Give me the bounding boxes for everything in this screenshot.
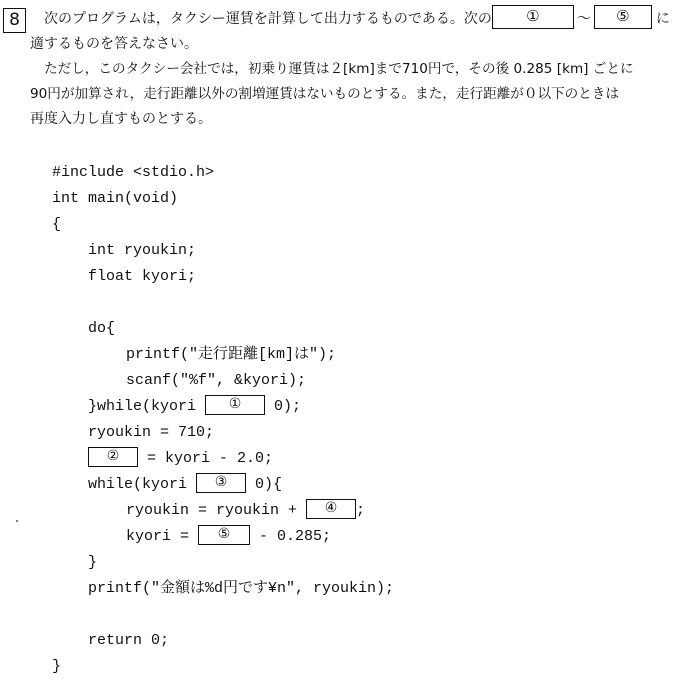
code-assign-rest: = kyori - 2.0; — [138, 450, 274, 467]
code-answer-box-1: ① — [205, 395, 265, 415]
stray-dot — [16, 520, 18, 522]
question-text — [0, 0, 673, 130]
code-ryoukin-add — [126, 498, 365, 524]
code-include: #include <stdio.h> — [52, 164, 215, 181]
code-answer-box-5: ⑤ — [198, 525, 250, 545]
code-while-loop-a: while(kyori — [88, 476, 197, 493]
code-kyori-sub — [126, 524, 331, 550]
question-line-1 — [44, 6, 670, 32]
question-number: 8 — [3, 8, 26, 33]
range-tilde: ～ — [576, 11, 591, 27]
code-while-loop-b: 0){ — [246, 476, 283, 493]
code-float-decl: float kyori; — [88, 268, 197, 285]
code-kyori-sub-a: kyori = — [126, 528, 199, 545]
question-line-5: 再度入力し直すものとする。 — [30, 111, 212, 127]
code-printf-prompt: printf("走行距離[km]は"); — [126, 346, 337, 363]
answer-box-5: ⑤ — [594, 5, 652, 29]
code-answer-box-3: ③ — [196, 473, 246, 493]
code-int-decl: int ryoukin; — [88, 242, 197, 259]
code-kyori-sub-b: - 0.285; — [250, 528, 332, 545]
code-do: do{ — [88, 320, 116, 337]
question-line-3: ただし，このタクシー会社では，初乗り運賃は２[km]まで710円で，その後 0.285 [km] ごとに — [44, 61, 634, 77]
question-line-1-text: 次のプログラムは，タクシー運賃を計算して出力するものである。次の — [44, 11, 492, 27]
code-ryoukin-add-b: ; — [356, 502, 366, 519]
question-line-2: 適するものを答えなさい。 — [30, 36, 198, 52]
answer-box-1: ① — [492, 5, 574, 29]
code-main: int main(void) — [52, 190, 179, 207]
code-ryoukin-init: ryoukin = 710; — [88, 424, 215, 441]
code-close-brace: } — [52, 658, 62, 675]
code-return: return 0; — [88, 632, 170, 649]
code-while-cond-b: 0); — [265, 398, 302, 415]
code-printf-result: printf("金額は%d円です¥n", ryoukin); — [88, 580, 395, 597]
code-answer-box-2: ② — [88, 447, 138, 467]
code-block — [0, 160, 673, 680]
code-while-cond-a: }while(kyori — [88, 398, 206, 415]
code-scanf: scanf("%f", &kyori); — [126, 372, 307, 389]
question-line-4: 90円が加算され，走行距離以外の割増運賃はないものとする。また，走行距離が０以下のときは — [30, 86, 620, 102]
code-assign — [88, 446, 273, 472]
code-while-cond — [88, 394, 301, 420]
code-open-brace: { — [52, 216, 62, 233]
code-while-loop — [88, 472, 282, 498]
question-line-1-end: に — [655, 11, 670, 27]
code-answer-box-4: ④ — [306, 499, 356, 519]
code-close-loop: } — [88, 554, 98, 571]
code-ryoukin-add-a: ryoukin = ryoukin + — [126, 502, 307, 519]
